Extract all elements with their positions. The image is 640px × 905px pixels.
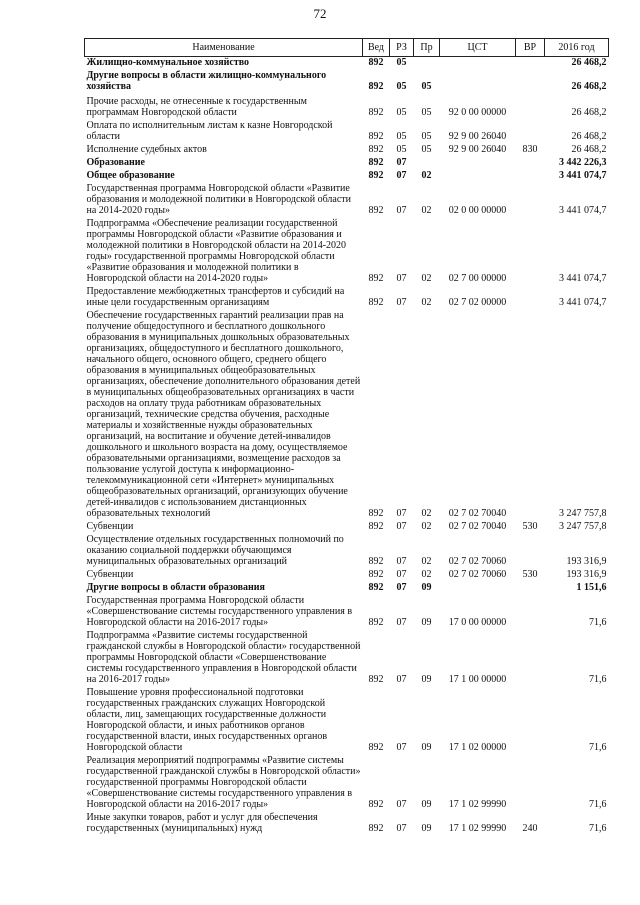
row-name: Субвенции: [86, 521, 134, 532]
row-name: Государственная программа Новгородской области «Развитие образования и молодежной политики в Новгородской области на 2014-2020 годы»: [86, 183, 352, 216]
row-rz: 07: [396, 617, 407, 628]
row-vr: [516, 308, 545, 519]
row-ved: 892: [368, 674, 384, 685]
row-sum: 71,6: [589, 674, 607, 685]
row-cst: [440, 155, 516, 168]
budget-table: [84, 38, 609, 834]
table-row: [85, 155, 609, 168]
row-rz: 05: [396, 144, 407, 155]
row-sum: 26 468,2: [545, 57, 609, 69]
row-sum: 3 441 074,7: [559, 273, 607, 284]
table-row: [85, 118, 609, 142]
row-vr: [516, 284, 545, 308]
row-pr: 05: [421, 107, 432, 118]
table-row: [85, 593, 609, 628]
row-rz: 07: [396, 508, 407, 519]
row-pr: 02: [421, 508, 432, 519]
row-ved: 892: [368, 144, 384, 155]
row-vr: [516, 580, 545, 593]
header-vr: ВР: [516, 39, 545, 57]
row-sum: 193 316,9: [566, 556, 607, 567]
row-name: Подпрограмма «Обеспечение реализации государственной программы Новгородской области «Развитие образования и молодежной политики в Новгородской области на 2014-2020 годы» государственной программы Новгородской области «Развитие образования и молодежной политики в Новгородской области на 2014-2020 годы»: [86, 218, 347, 284]
row-rz: 07: [396, 556, 407, 567]
row-pr: 02: [421, 569, 432, 580]
table-header-row: [85, 39, 609, 57]
page-number: 72: [313, 6, 327, 21]
table-row: [85, 142, 609, 155]
row-name: Подпрограмма «Развитие системы государственной гражданской службы в Новгородской области» государственной программы Новгородской области «Совершенствование системы государственного управления в Новгородской области на 2016-2017 годы»: [86, 630, 361, 685]
row-pr: 09: [421, 742, 432, 753]
row-vr: [516, 68, 545, 92]
row-vr: [516, 92, 545, 118]
row-rz: 07: [396, 297, 407, 308]
row-name: Реализация мероприятий подпрограммы «Развитие системы государственной гражданской службы в Новгородской области» государственной программы Новгородской области «Совершенствование системы государственного управления в Новгородской области на 2016-2017 годы»: [86, 755, 361, 810]
row-ved: 892: [368, 508, 384, 519]
row-pr: 09: [421, 582, 432, 593]
row-ved: 892: [368, 157, 384, 168]
row-sum: 193 316,9: [566, 569, 607, 580]
row-rz: 07: [396, 742, 407, 753]
table-row: [85, 284, 609, 308]
row-sum: 26 468,2: [571, 131, 607, 142]
header-pr: Пр: [414, 39, 440, 57]
row-sum: 71,6: [589, 742, 607, 753]
row-rz: 07: [396, 823, 407, 834]
row-sum: 26 468,2: [571, 144, 607, 155]
row-name: Субвенции: [86, 569, 134, 580]
row-pr: 09: [421, 799, 432, 810]
header-rz: РЗ: [390, 39, 414, 57]
row-ved: 892: [363, 57, 390, 69]
row-cst: 02 7 00 00000: [448, 273, 507, 284]
row-vr: 530: [522, 521, 538, 532]
row-pr: 05: [421, 144, 432, 155]
row-vr: [516, 628, 545, 685]
row-cst: 02 7 02 70040: [448, 508, 507, 519]
row-name: Жилищно-коммунальное хозяйство: [85, 57, 363, 69]
row-name: Другие вопросы в области жилищно-коммунального хозяйства: [86, 70, 327, 92]
row-cst: 17 1 00 00000: [448, 674, 507, 685]
table-row: [85, 68, 609, 92]
row-vr: [516, 168, 545, 181]
row-rz: 07: [396, 157, 407, 168]
row-sum: 3 442 226,3: [559, 157, 607, 168]
row-sum: 3 441 074,7: [559, 205, 607, 216]
row-vr: [516, 181, 545, 216]
row-pr: 05: [421, 131, 432, 142]
row-cst: 02 7 02 00000: [448, 297, 507, 308]
row-rz: 07: [396, 674, 407, 685]
row-cst: 02 7 02 70060: [448, 569, 507, 580]
row-ved: 892: [368, 569, 384, 580]
row-cst: [440, 168, 516, 181]
row-cst: 92 9 00 26040: [448, 131, 507, 142]
row-ved: 892: [368, 582, 384, 593]
row-name: Иные закупки товаров, работ и услуг для обеспечения государственных (муниципальных) нужд: [86, 812, 318, 834]
header-year: 2016 год: [545, 39, 609, 57]
row-rz: 07: [396, 582, 407, 593]
row-vr: [516, 118, 545, 142]
table-row: [85, 519, 609, 532]
header-cst: ЦСТ: [440, 39, 516, 57]
row-rz: 05: [396, 131, 407, 142]
row-name: Исполнение судебных актов: [86, 144, 207, 155]
row-ved: 892: [368, 170, 384, 181]
table-row: [85, 685, 609, 753]
row-sum: 26 468,2: [571, 107, 607, 118]
row-ved: 892: [368, 617, 384, 628]
row-name: Повышение уровня профессиональной подготовки государственных гражданских служащих Новгородской области, лиц, замещающих государственные должности Новгородской области, и иных работников органов государственной власти, иных государственных органов Новгородской области: [86, 687, 328, 753]
row-rz: 05: [396, 81, 407, 92]
table-row: [85, 753, 609, 810]
table-row: [85, 308, 609, 519]
row-vr: [516, 685, 545, 753]
row-vr: 530: [522, 569, 538, 580]
row-cst: 02 7 02 70060: [448, 556, 507, 567]
row-pr: 05: [421, 81, 432, 92]
table-row: [85, 810, 609, 834]
row-name: Обеспечение государственных гарантий реализации прав на получение общедоступного и бесплатного дошкольного образования в муниципальных дошкольных образовательных организациях, общедоступного и бесплатного дошкольного, начального общего, основного общего, среднего общего образования в муниципальных общеобразовательных организациях, обеспечение дополнительного образования детей в муниципальных общеобразовательных организациях в части расходов на оплату труда работникам образовательных организаций, технические средства обучения, расходные материалы и хозяйственные нужды образовательных организаций, на воспитание и обучение детей-инвалидов дошкольного и школьного возраста на дому, осуществляемое образовательными организациями, возмещение расходов за пользование услугой доступа к информационно-телекоммуникационной сети «Интернет» муниципальных общеобразовательных организаций, организующих обучение детей-инвалидов с использованием дистанционных образовательных технологий: [86, 310, 361, 519]
row-cst: [440, 68, 516, 92]
row-pr: 09: [421, 823, 432, 834]
row-pr: 02: [421, 521, 432, 532]
row-name: Общее образование: [86, 170, 175, 181]
row-pr: [414, 57, 440, 69]
row-sum: 26 468,2: [571, 81, 607, 92]
row-rz: 07: [396, 569, 407, 580]
row-cst: 92 9 00 26040: [448, 144, 507, 155]
row-sum: 71,6: [589, 799, 607, 810]
row-pr: 02: [421, 556, 432, 567]
row-sum: 3 247 757,8: [559, 521, 607, 532]
row-cst: 02 7 02 70040: [448, 521, 507, 532]
row-name: Предоставление межбюджетных трансфертов и субсидий на иные цели государственным организациям: [86, 286, 345, 308]
row-pr: 09: [421, 674, 432, 685]
row-rz: 07: [396, 799, 407, 810]
row-vr: [516, 155, 545, 168]
row-name: Оплата по исполнительным листам к казне Новгородской области: [86, 120, 333, 142]
row-rz: 07: [396, 170, 407, 181]
row-name: Осуществление отдельных государственных полномочий по оказанию социальной поддержки обучающимся муниципальных образовательных организаций: [86, 534, 344, 567]
row-name: Другие вопросы в области образования: [86, 582, 265, 593]
row-sum: 3 441 074,7: [559, 297, 607, 308]
row-vr: [516, 216, 545, 284]
row-vr: 240: [522, 823, 538, 834]
row-ved: 892: [368, 297, 384, 308]
row-sum: 3 441 074,7: [559, 170, 607, 181]
row-sum: 3 247 757,8: [559, 508, 607, 519]
row-ved: 892: [368, 107, 384, 118]
row-pr: 02: [421, 205, 432, 216]
row-sum: 1 151,6: [576, 582, 607, 593]
row-name: Государственная программа Новгородской области «Совершенствование системы государственного управления в Новгородской области на 2016-2017 годы»: [86, 595, 353, 628]
header-ved: Вед: [363, 39, 390, 57]
row-ved: 892: [368, 521, 384, 532]
row-cst: 17 0 00 00000: [448, 617, 507, 628]
row-ved: 892: [368, 799, 384, 810]
row-ved: 892: [368, 273, 384, 284]
table-row: [85, 216, 609, 284]
table-row: [85, 181, 609, 216]
row-ved: 892: [368, 131, 384, 142]
table-row: [85, 92, 609, 118]
row-cst: [440, 580, 516, 593]
row-name: Образование: [86, 157, 145, 168]
row-cst: 17 1 02 00000: [448, 742, 507, 753]
row-vr: [516, 57, 545, 69]
row-ved: 892: [368, 205, 384, 216]
header-name: Наименование: [85, 39, 363, 57]
row-cst: 17 1 02 99990: [448, 823, 507, 834]
row-pr: 02: [421, 297, 432, 308]
table-row: [85, 57, 609, 69]
row-pr: 02: [421, 273, 432, 284]
row-vr: 830: [522, 144, 538, 155]
row-rz: 07: [396, 205, 407, 216]
row-name: Прочие расходы, не отнесенные к государственным программам Новгородской области: [86, 96, 307, 118]
table-row: [85, 628, 609, 685]
row-rz: 07: [396, 273, 407, 284]
row-cst: [440, 57, 516, 69]
row-vr: [516, 593, 545, 628]
row-ved: 892: [368, 742, 384, 753]
row-vr: [516, 753, 545, 810]
row-pr: [414, 155, 440, 168]
row-rz: 07: [396, 521, 407, 532]
row-ved: 892: [368, 81, 384, 92]
table-row: [85, 168, 609, 181]
row-cst: 17 1 02 99990: [448, 799, 507, 810]
row-sum: 71,6: [589, 823, 607, 834]
row-pr: 09: [421, 617, 432, 628]
row-vr: [516, 532, 545, 567]
row-rz: 05: [396, 107, 407, 118]
row-rz: 05: [390, 57, 414, 69]
row-ved: 892: [368, 823, 384, 834]
row-ved: 892: [368, 556, 384, 567]
table-row: [85, 580, 609, 593]
row-sum: 71,6: [589, 617, 607, 628]
row-pr: 02: [421, 170, 432, 181]
table-row: [85, 567, 609, 580]
row-cst: 02 0 00 00000: [448, 205, 507, 216]
table-row: [85, 532, 609, 567]
row-cst: 92 0 00 00000: [448, 107, 507, 118]
